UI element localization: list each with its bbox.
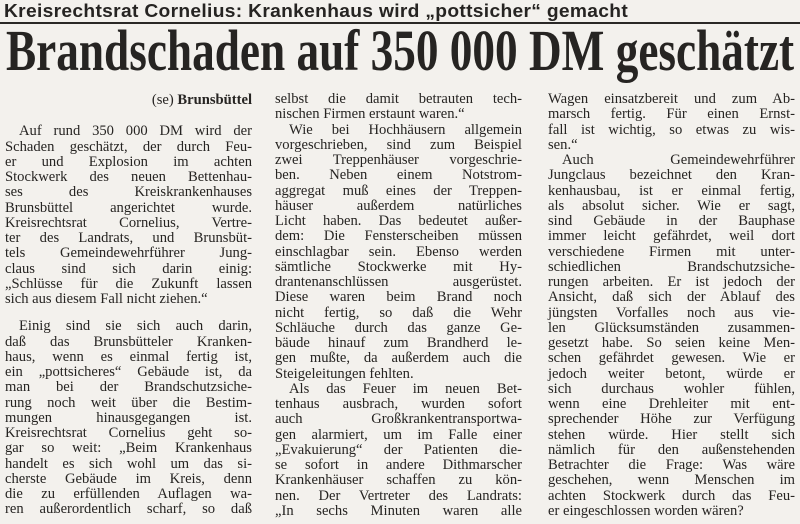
text-line: nämlich für den außenstehenden — [548, 441, 795, 458]
kicker-headline: Kreisrechtsrat Cornelius: Krankenhaus wird „pottsicher“ gemacht — [4, 1, 629, 21]
article-column-3 — [548, 92, 795, 519]
text-line: auch Großkrankentransportwa- — [275, 411, 522, 428]
text-line: sprechender Höhe zur Verfügung — [548, 411, 795, 428]
byline — [5, 93, 252, 108]
text-line: Als das Feuer im neuen Bet- — [289, 380, 522, 397]
text-line: claus sind sich darin einig: — [5, 260, 252, 277]
text-line: als absolut sicher. Wie er sagt, — [548, 197, 795, 214]
text-line: gar so weit: „Beim Krankenhaus — [5, 440, 252, 457]
text-line: ren außerordentlich scharf, so daß — [5, 501, 252, 518]
text-line: schen gefährdet gewesen. Wie er — [548, 350, 795, 367]
text-line: nischen Firmen erstaunt waren.“ — [275, 106, 465, 123]
text-line: Stockwerk des neuen Bettenhau- — [5, 169, 252, 185]
text-line: Jungclaus bezeichnet den Kran- — [548, 167, 795, 184]
text-line: vorgeschrieben, sind zum Beispiel — [275, 136, 522, 153]
paragraph — [5, 319, 252, 517]
text-line: jüngsten Vorfalles noch aus vie- — [548, 304, 795, 321]
text-line: dem: Die Fensterscheiben müssen — [275, 228, 522, 245]
text-line: se sofort in andere Dithmarscher — [275, 457, 522, 473]
text-line: Wagen einsatzbereit und zum Ab- — [548, 91, 795, 107]
text-line: haus, wenn es einmal fertig ist, — [5, 348, 252, 365]
text-line: Auf rund 350 000 DM wird der — [19, 123, 252, 140]
text-line: „In sechs Minuten waren alle — [275, 502, 522, 519]
text-line: die zu erfüllenden Auflagen wa- — [5, 486, 252, 502]
text-line: ein „pottsicheres“ Gebäude ist, da — [5, 364, 252, 380]
text-line: gen mußte, da außerdem auch die — [275, 350, 522, 367]
text-line: man bei der Brandschutzsiche- — [5, 379, 252, 396]
text-line: wenn eine Drehleiter mit ent- — [548, 396, 795, 412]
text-line: Kreisrechtsrat Cornelius geht so- — [5, 425, 252, 441]
byline-agency: (se) — [151, 92, 174, 108]
text-line: Schaden geschätzt, der durch Feu- — [5, 138, 252, 155]
text-line: sich durchaus wohler fühlen, — [548, 380, 795, 397]
paragraph — [548, 153, 795, 519]
text-line: sen.“ — [548, 136, 578, 153]
text-line: einschlagbar sein. Ebenso werden — [275, 243, 522, 260]
text-line: jedoch weiter betont, würde er — [548, 365, 795, 382]
text-line: Kreisrechtsrat Cornelius, Vertre- — [5, 214, 252, 231]
article-column-2 — [275, 92, 522, 519]
text-line: Ansicht, daß sich der Ablauf des — [548, 289, 795, 306]
paragraph — [5, 124, 252, 307]
text-line: gen alarmiert, um im Falle einer — [275, 426, 522, 443]
text-line: marsch fertig. Für einen Ernst- — [548, 106, 795, 123]
text-line: daß das Brunsbütteler Kranken- — [5, 333, 252, 350]
text-line: immer leicht gefährdet, weil dort — [548, 228, 795, 245]
text-line: tels Gemeindewehrführer Jung- — [5, 245, 252, 262]
text-line: fall ist wichtig, so etwas zu wis- — [548, 121, 795, 138]
text-line: ben. Neben einem Notstrom- — [275, 167, 522, 184]
text-line: Brunsbüttel angerichtet wurde. — [5, 199, 252, 216]
text-line: tenhaus ausbrach, wurden sofort — [275, 396, 522, 412]
text-line: Steigeleitungen fehlten. — [275, 365, 414, 382]
text-line: rung noch weit über die Bestim- — [5, 394, 252, 411]
text-line: achten Stockwerk durch das Feu- — [548, 487, 795, 504]
text-line: „Schlüsse für die Zukunft lassen — [5, 275, 252, 292]
text-line: rungen arbeiten. Er ist jedoch der — [548, 274, 795, 290]
text-line: gesetzt habe. So seien keine Men- — [548, 335, 795, 351]
text-line: „Evakuierung“ der Patienten die- — [275, 441, 522, 458]
paragraph — [275, 123, 522, 382]
text-line: drantenanschlüssen ausgerüstet. — [275, 274, 522, 290]
text-line: aggregat muß eines der Treppen- — [275, 182, 522, 199]
paragraph — [548, 92, 795, 153]
text-line: mungen hinausgegangen ist. — [5, 409, 252, 426]
text-line: sich aus diesem Fall nicht ziehen.“ — [5, 291, 208, 307]
paragraph — [275, 92, 522, 123]
text-line: Betrachter die Frage: Was wäre — [548, 457, 795, 473]
text-line: er eingeschlossen worden wären? — [548, 502, 744, 519]
main-headline: Brandschaden auf 350 000 DM geschätzt — [6, 18, 795, 83]
text-line: ter des Landrats, und Brunsbüt- — [5, 230, 252, 246]
text-line: Schläuche durch das ganze Ge- — [275, 319, 522, 336]
text-line: Wie bei Hochhäusern allgemein — [289, 121, 522, 138]
text-line: handelt es sich wohl um das si- — [5, 455, 252, 472]
text-line: geschehen, wenn Menschen im — [548, 472, 795, 489]
text-line: sind Gebäude in der Bauphase — [548, 213, 795, 229]
article-column-1 — [5, 92, 252, 518]
text-line: zwei Treppenhäuser vorgeschrie- — [275, 152, 522, 168]
text-line: nen. Der Vertreter des Landrats: — [275, 487, 522, 504]
text-line: bäude hinauf zum Brandherd le- — [275, 335, 522, 351]
paragraph — [275, 382, 522, 519]
text-line: selbst die damit betrauten tech- — [275, 91, 522, 107]
text-line: Auch Gemeindewehrführer — [562, 152, 795, 168]
text-line: Einig sind sie sich auch darin, — [19, 318, 252, 335]
text-line: verschiedene Firmen mit unter- — [548, 243, 795, 260]
text-line: schiedlichen Brandschutzsiche- — [548, 258, 795, 275]
text-line: Diese waren beim Brand noch — [275, 289, 522, 306]
text-line: Krankenhäuser schaffen zu kön- — [275, 472, 522, 489]
text-line: cherste Gebäude im Kreis, denn — [5, 470, 252, 487]
text-line: häuser außerdem natürliches — [275, 197, 522, 214]
text-line: len Glücksumständen zusammen- — [548, 319, 795, 336]
text-line: kenhausbau, ist er einmal fertig, — [548, 182, 795, 199]
text-line: sämtliche Stockwerke mit Hy- — [275, 258, 522, 275]
text-line: nicht fertig, so daß die Wehr — [275, 304, 522, 321]
text-line: stehen würde. Hier stellt sich — [548, 426, 795, 443]
text-line: Licht haben. Das bedeutet außer- — [275, 213, 522, 229]
byline-place: Brunsbüttel — [177, 92, 252, 108]
text-line: ses des Kreiskrankenhauses — [5, 184, 252, 201]
text-line: er und Explosion im achten — [5, 153, 252, 170]
